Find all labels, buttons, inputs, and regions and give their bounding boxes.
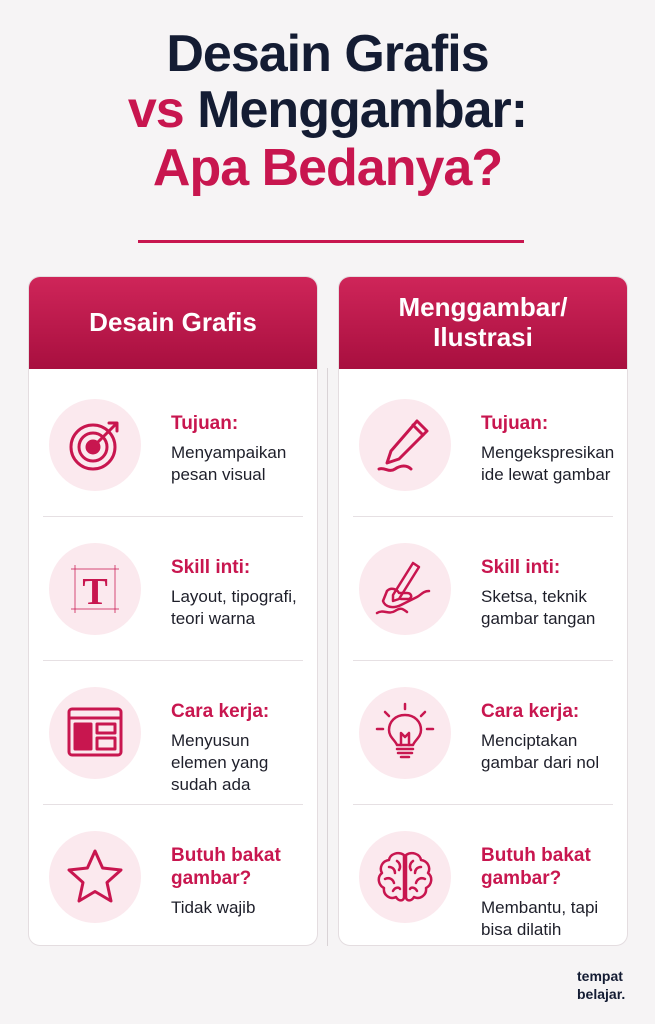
layout-icon bbox=[49, 687, 141, 779]
target-icon bbox=[49, 399, 141, 491]
row-label: Cara kerja: bbox=[171, 701, 270, 722]
row-label: Cara kerja: bbox=[481, 701, 580, 722]
desain-grafis-card bbox=[28, 276, 318, 946]
row-label: Skill inti: bbox=[171, 557, 251, 578]
row-cara-grafis bbox=[43, 661, 303, 805]
row-value: Sketsa, teknik gambar tangan bbox=[481, 586, 596, 628]
desain-grafis-header bbox=[29, 277, 317, 369]
title-line-3: Apa Bedanya? bbox=[152, 139, 503, 197]
title-line-1: Desain Grafis bbox=[166, 25, 489, 83]
row-label: Tujuan: bbox=[171, 413, 239, 434]
row-cara-menggambar bbox=[353, 661, 613, 805]
row-label: Tujuan: bbox=[481, 413, 549, 434]
star-icon bbox=[49, 831, 141, 923]
row-tujuan-menggambar bbox=[353, 373, 613, 517]
row-skill-grafis bbox=[43, 517, 303, 661]
row-label: Butuh bakat gambar? bbox=[481, 845, 591, 889]
logo-line-1: tempat bbox=[577, 968, 623, 984]
row-value: Tidak wajib bbox=[171, 897, 256, 917]
row-value: Mengekspresikan ide lewat gambar bbox=[481, 442, 615, 484]
drawing-hand-icon bbox=[359, 543, 451, 635]
menggambar-card bbox=[338, 276, 628, 946]
row-bakat-menggambar bbox=[353, 805, 613, 946]
column-divider bbox=[327, 368, 328, 946]
menggambar-header-text: Menggambar/ Ilustrasi bbox=[398, 292, 568, 352]
title-vs: vs bbox=[127, 81, 184, 139]
desain-grafis-header-text: Desain Grafis bbox=[89, 307, 257, 338]
row-tujuan-grafis bbox=[43, 373, 303, 517]
row-label: Skill inti: bbox=[481, 557, 561, 578]
row-value: Menciptakan gambar dari nol bbox=[481, 730, 600, 772]
page-title bbox=[0, 25, 655, 197]
row-value: Layout, tipografi, teori warna bbox=[171, 586, 297, 628]
row-label: Butuh bakat gambar? bbox=[171, 845, 281, 889]
brain-icon bbox=[359, 831, 451, 923]
row-value: Menyampaikan pesan visual bbox=[171, 442, 287, 484]
pencil-icon bbox=[359, 399, 451, 491]
svg-text:T: T bbox=[82, 571, 108, 613]
typography-icon bbox=[49, 543, 141, 635]
brand-logo bbox=[577, 968, 625, 1003]
row-bakat-grafis bbox=[43, 805, 303, 946]
lightbulb-icon bbox=[359, 687, 451, 779]
row-skill-menggambar bbox=[353, 517, 613, 661]
title-line-2 bbox=[0, 81, 655, 139]
row-value: Menyusun elemen yang sudah ada bbox=[171, 730, 269, 794]
logo-line-2: belajar. bbox=[577, 985, 626, 1002]
title-underline bbox=[138, 240, 524, 243]
row-value: Membantu, tapi bisa dilatih bbox=[481, 897, 599, 939]
menggambar-header bbox=[339, 277, 627, 369]
title-menggambar: Menggambar: bbox=[197, 81, 528, 139]
